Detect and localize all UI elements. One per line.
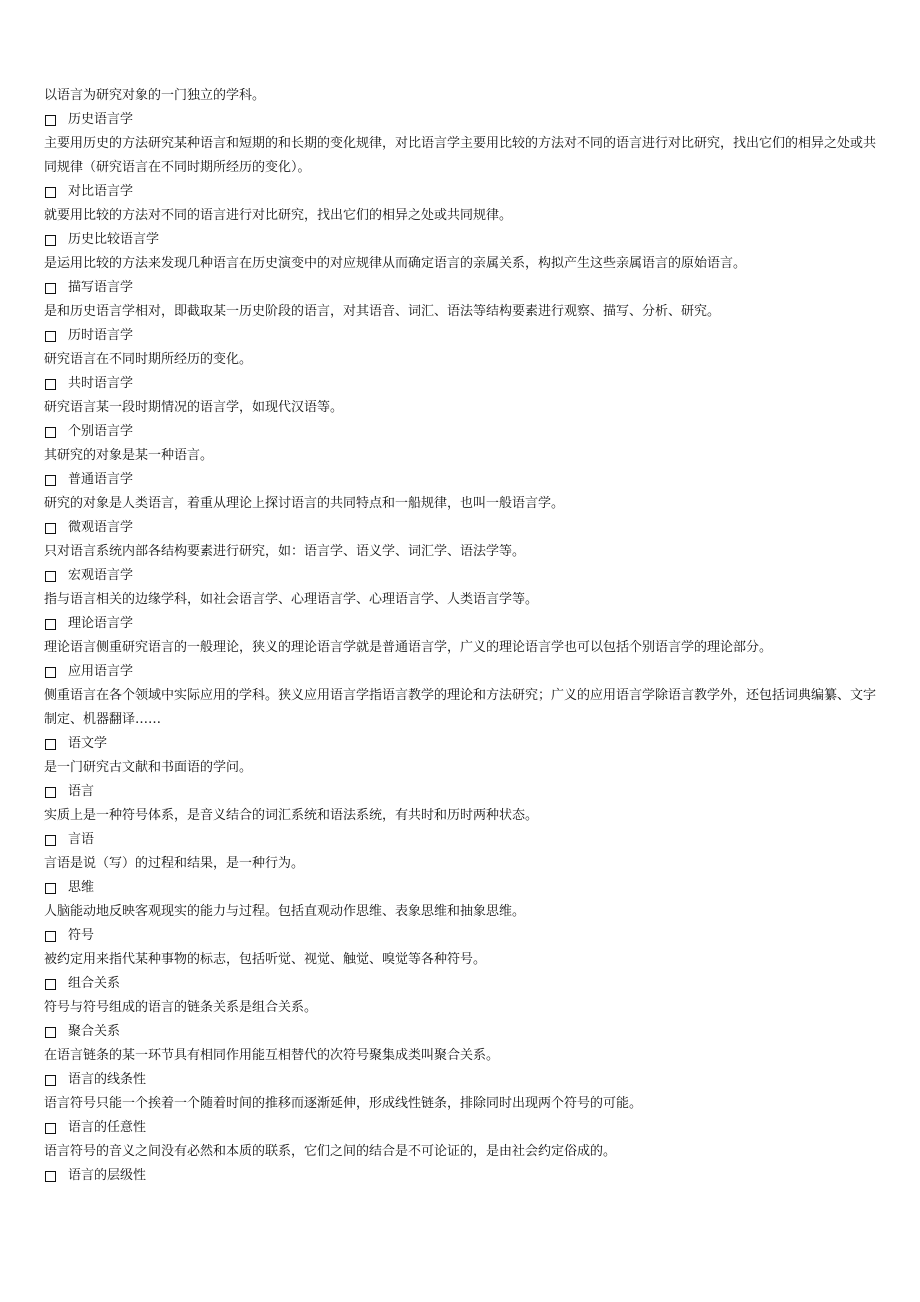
document-page — [44, 84, 880, 1188]
term-definition: 侧重语言在各个领域中实际应用的学科。狭义应用语言学指语言教学的理论和方法研究；广义的应用语言学除语言教学外，还包括词典编纂、文字制定、机器翻译…… — [44, 688, 877, 727]
checkbox-icon — [45, 235, 56, 246]
term-definition: 就要用比较的方法对不同的语言进行对比研究，找出它们的相异之处或共同规律。 — [44, 208, 513, 223]
checkbox-icon — [45, 331, 56, 342]
intro-text: 以语言为研究对象的一门独立的学科。 — [44, 88, 266, 103]
term-label: 组合关系 — [68, 976, 121, 991]
term-heading — [44, 324, 880, 348]
term-definition: 是运用比较的方法来发现几种语言在历史演变中的对应规律从而确定语言的亲属关系，构拟产生这些亲属语言的原始语言。 — [44, 256, 747, 271]
term-heading — [44, 660, 880, 684]
term-label: 言语 — [68, 832, 95, 847]
term-definition: 在语言链条的某一环节具有相同作用能互相替代的次符号聚集成类叫聚合关系。 — [44, 1048, 500, 1063]
checkbox-icon — [45, 571, 56, 582]
entry-list — [44, 108, 880, 1188]
term-definition: 研究语言某一段时期情况的语言学，如现代汉语等。 — [44, 400, 344, 415]
term-definition: 是一门研究古文献和书面语的学问。 — [44, 760, 253, 775]
term-label: 语言的线条性 — [68, 1072, 147, 1087]
term-definition: 研究的对象是人类语言，着重从理论上探讨语言的共同特点和一船规律，也叫一般语言学。 — [44, 496, 565, 511]
term-heading — [44, 876, 880, 900]
term-definition: 人脑能动地反映客观现实的能力与过程。包括直观动作思维、表象思维和抽象思维。 — [44, 904, 526, 919]
term-heading — [44, 612, 880, 636]
term-heading — [44, 228, 880, 252]
term-label: 聚合关系 — [68, 1024, 121, 1039]
checkbox-icon — [45, 1075, 56, 1086]
term-label: 共时语言学 — [68, 376, 134, 391]
checkbox-icon — [45, 739, 56, 750]
term-label: 语言的层级性 — [68, 1168, 147, 1183]
checkbox-icon — [45, 1027, 56, 1038]
term-heading — [44, 420, 880, 444]
term-label: 应用语言学 — [68, 664, 134, 679]
term-definition: 主要用历史的方法研究某种语言和短期的和长期的变化规律，对比语言学主要用比较的方法对不同的语言进行对比研究，找出它们的相异之处或共同规律（研究语言在不同时期所经历的变化）。 — [44, 136, 877, 175]
term-definition: 其研究的对象是某一种语言。 — [44, 448, 214, 463]
term-label: 理论语言学 — [68, 616, 134, 631]
term-heading — [44, 1068, 880, 1092]
checkbox-icon — [45, 931, 56, 942]
term-heading — [44, 276, 880, 300]
term-label: 描写语言学 — [68, 280, 134, 295]
term-label: 历史语言学 — [68, 112, 134, 127]
term-heading — [44, 468, 880, 492]
term-label: 语言的任意性 — [68, 1120, 147, 1135]
term-heading — [44, 108, 880, 132]
checkbox-icon — [45, 379, 56, 390]
term-label: 个别语言学 — [68, 424, 134, 439]
term-label: 对比语言学 — [68, 184, 134, 199]
term-heading — [44, 780, 880, 804]
checkbox-icon — [45, 1123, 56, 1134]
term-label: 语文学 — [68, 736, 108, 751]
term-definition: 符号与符号组成的语言的链条关系是组合关系。 — [44, 1000, 318, 1015]
checkbox-icon — [45, 667, 56, 678]
checkbox-icon — [45, 619, 56, 630]
term-heading — [44, 1116, 880, 1140]
checkbox-icon — [45, 979, 56, 990]
checkbox-icon — [45, 1171, 56, 1182]
term-heading — [44, 1020, 880, 1044]
term-definition: 只对语言系统内部各结构要素进行研究，如：语言学、语义学、词汇学、语法学等。 — [44, 544, 526, 559]
term-label: 宏观语言学 — [68, 568, 134, 583]
term-label: 语言 — [68, 784, 95, 799]
term-heading — [44, 180, 880, 204]
checkbox-icon — [45, 427, 56, 438]
term-label: 普通语言学 — [68, 472, 134, 487]
checkbox-icon — [45, 787, 56, 798]
checkbox-icon — [45, 115, 56, 126]
term-definition: 指与语言相关的边缘学科，如社会语言学、心理语言学、心理语言学、人类语言学等。 — [44, 592, 539, 607]
checkbox-icon — [45, 523, 56, 534]
term-label: 思维 — [68, 880, 95, 895]
term-label: 历时语言学 — [68, 328, 134, 343]
term-definition: 理论语言侧重研究语言的一般理论，狭义的理论语言学就是普通语言学，广义的理论语言学也可以包括个别语言学的理论部分。 — [44, 640, 773, 655]
term-definition: 被约定用来指代某种事物的标志，包括听觉、视觉、触觉、嗅觉等各种符号。 — [44, 952, 487, 967]
checkbox-icon — [45, 883, 56, 894]
checkbox-icon — [45, 283, 56, 294]
term-heading — [44, 564, 880, 588]
term-definition: 研究语言在不同时期所经历的变化。 — [44, 352, 253, 367]
term-definition: 语言符号的音义之间没有必然和本质的联系，它们之间的结合是不可论证的，是由社会约定俗成的。 — [44, 1144, 617, 1159]
term-definition: 语言符号只能一个挨着一个随着时间的推移而逐渐延伸，形成线性链条，排除同时出现两个符号的可能。 — [44, 1096, 643, 1111]
term-label: 微观语言学 — [68, 520, 134, 535]
term-heading — [44, 1164, 880, 1188]
term-heading — [44, 972, 880, 996]
term-heading — [44, 924, 880, 948]
term-heading — [44, 732, 880, 756]
checkbox-icon — [45, 475, 56, 486]
term-label: 符号 — [68, 928, 95, 943]
checkbox-icon — [45, 187, 56, 198]
checkbox-icon — [45, 835, 56, 846]
term-heading — [44, 372, 880, 396]
term-heading — [44, 828, 880, 852]
term-heading — [44, 516, 880, 540]
term-label: 历史比较语言学 — [68, 232, 160, 247]
term-definition: 言语是说（写）的过程和结果，是一种行为。 — [44, 856, 305, 871]
term-definition: 实质上是一种符号体系，是音义结合的词汇系统和语法系统，有共时和历时两种状态。 — [44, 808, 539, 823]
term-definition: 是和历史语言学相对，即截取某一历史阶段的语言，对其语音、词汇、语法等结构要素进行观察、描写、分析、研究。 — [44, 304, 721, 319]
